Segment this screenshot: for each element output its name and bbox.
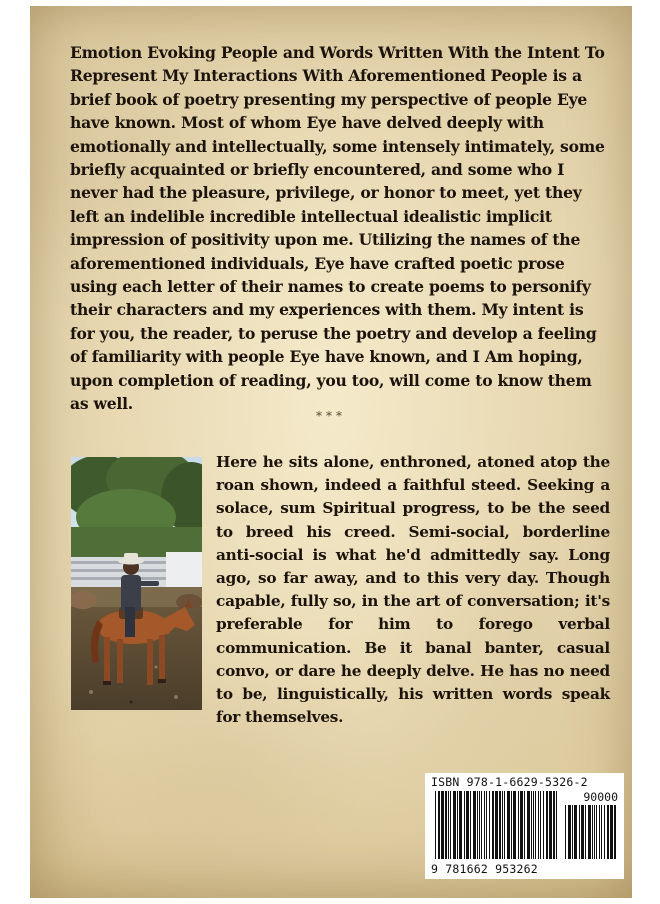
barcode-bar [568, 805, 571, 859]
barcode-bar [470, 791, 471, 859]
barcode-bar [499, 791, 501, 859]
barcode-bar [524, 791, 525, 859]
barcode-bar [585, 805, 586, 859]
barcode-bar [535, 791, 536, 859]
author-on-horse-image [71, 457, 202, 710]
barcode-bar [533, 791, 534, 859]
barcode-bar [596, 805, 597, 859]
barcode-bars-graphic [429, 789, 620, 861]
barcode-bar [507, 791, 510, 859]
isbn-barcode [425, 773, 624, 879]
barcode-bar [502, 791, 503, 859]
barcode-bar [546, 791, 548, 859]
barcode-bar [435, 791, 436, 859]
barcode-bar [441, 791, 444, 859]
barcode-bar [450, 791, 451, 859]
barcode-bar [581, 805, 584, 859]
barcode-bar [457, 791, 458, 859]
barcode-bar [438, 791, 440, 859]
barcode-bar [481, 791, 482, 859]
barcode-bar [538, 791, 539, 859]
barcode-bar [513, 791, 516, 859]
barcode-bar [579, 805, 580, 859]
price-code: 90000 [583, 790, 618, 804]
barcode-bar [604, 805, 605, 859]
barcode-bar [607, 805, 609, 859]
barcode-bar [495, 791, 498, 859]
barcode-bar [464, 791, 465, 859]
barcode-bar [599, 805, 600, 859]
barcode-bar [486, 791, 487, 859]
barcode-bar [592, 805, 593, 859]
barcode-bar [466, 791, 469, 859]
barcode-bar [553, 791, 555, 859]
barcode-bar [484, 791, 485, 859]
ean-digits: 9 781662 953262 [431, 862, 538, 876]
barcode-bar [610, 805, 613, 859]
barcode-bar [489, 791, 490, 859]
barcode-bar [594, 805, 595, 859]
isbn-label: ISBN 978-1-6629-5326-2 [431, 775, 588, 789]
barcode-bar [527, 791, 530, 859]
barcode-bar [549, 791, 552, 859]
barcode-bar [477, 791, 478, 859]
back-cover [30, 6, 632, 898]
book-description: Emotion Evoking People and Words Written With the Intent To Represent My Interactions With Aforementioned People is a brief book of poetry presenting my perspective of people Eye have known. Most of whom Eye have delved deeply with emotionally and intellectually, some intensely intimately, some briefly acquainted or briefly encountered, and some who I never had the pleasure, privilege, or honor to meet, yet they left an indelible incredible intellectual idealistic implicit impression of positivity upon me. Utilizing the names of the aforementioned individuals, Eye have crafted poetic prose using each letter of their names to create poems to personify their characters and my experiences with them. My intent is for you, the reader, to peruse the poetry and develop a feeling of familiarity with people Eye have known, and I Am hoping, upon completion of reading, you too, will come to know them as well. [70, 43, 605, 414]
barcode-bar [556, 791, 557, 859]
barcode-bar [445, 791, 447, 859]
barcode-bar [572, 805, 573, 859]
author-photo [71, 457, 202, 710]
barcode-bar [520, 791, 523, 859]
barcode-bar [479, 791, 480, 859]
barcode-bar [518, 791, 519, 859]
barcode-bar [448, 791, 449, 859]
barcode-bar [588, 805, 591, 859]
section-separator: *** [316, 409, 346, 423]
barcode-bar [459, 791, 462, 859]
barcode-bar [574, 805, 577, 859]
barcode-bar [531, 791, 532, 859]
barcode-bar [504, 791, 505, 859]
barcode-bar [453, 791, 456, 859]
barcode-bar [601, 805, 602, 859]
barcode-bar [511, 791, 512, 859]
barcode-bar [492, 791, 494, 859]
author-bio: Here he sits alone, enthroned, atoned atop the roan shown, indeed a faithful steed. Seeking a solace, sum Spiritual progress, to be the seed to breed his creed. Semi-social, borderline anti-social is what he'd admittedly say. Long ago, so far away, and to this very day. Though capable, fully so, in the art of conversation; it's preferable for him to forego verbal communication. Be it banal banter, casual convo, or dare he deeply delve. He has no need to be, linguistically, his written words speak for themselves. [216, 453, 610, 727]
barcode-bar [473, 791, 476, 859]
barcode-bar [540, 791, 541, 859]
barcode-bar [543, 791, 544, 859]
barcode-bar [614, 805, 616, 859]
barcode-bar [565, 805, 566, 859]
